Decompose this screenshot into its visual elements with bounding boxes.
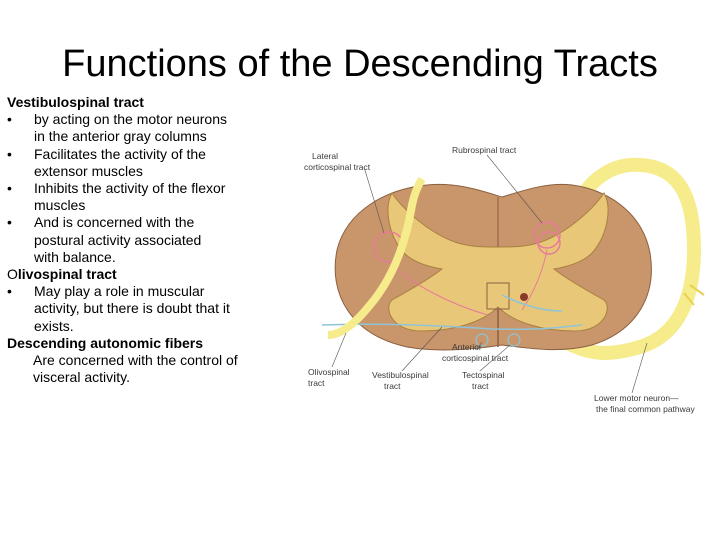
bullet-line: activity, but there is doubt that it xyxy=(34,300,230,317)
label-anterior-line1: Anterior xyxy=(452,342,482,352)
bullet-line: muscles xyxy=(34,197,86,214)
label-lateral-line2: corticospinal tract xyxy=(304,162,371,172)
olivospinal-heading xyxy=(7,266,292,283)
label-vestibulospinal-line1: Vestibulospinal xyxy=(372,370,429,380)
bullet-line: exists. xyxy=(34,317,74,334)
bullet-line: by acting on the motor neurons xyxy=(34,111,228,128)
bullet-line: Facilitates the activity of the xyxy=(34,145,206,162)
label-lower-motor-line2: the final common pathway xyxy=(596,404,695,414)
bullet-dot: • xyxy=(7,180,12,197)
label-olivospinal-line2: tract xyxy=(308,378,325,388)
bullet-line: with balance. xyxy=(34,248,116,265)
bullet-line: extensor muscles xyxy=(34,162,143,179)
label-anterior-line2: corticospinal tract xyxy=(442,353,509,363)
bullet-line: in the anterior gray columns xyxy=(34,128,207,145)
label-vestibulospinal-line2: tract xyxy=(384,381,401,391)
bullet-dot: • xyxy=(7,111,12,128)
spinal-cord-diagram xyxy=(292,135,712,447)
bullet-item xyxy=(7,180,292,214)
bullet-dot: • xyxy=(7,145,12,162)
motor-neuron-cell xyxy=(520,293,528,301)
label-rubrospinal: Rubrospinal tract xyxy=(452,145,517,155)
bullet-line: And is concerned with the xyxy=(34,214,195,231)
spinal-cord-illustration xyxy=(292,135,712,447)
bullet-item xyxy=(7,111,292,145)
autonomic-line: Are concerned with the control of xyxy=(33,352,238,369)
bullet-dot: • xyxy=(7,214,12,231)
label-lower-motor-line1: Lower motor neuron— xyxy=(594,393,679,403)
autonomic-heading: Descending autonomic fibers xyxy=(7,334,204,351)
bullet-item xyxy=(7,146,292,180)
slide-title: Functions of the Descending Tracts xyxy=(62,43,658,85)
label-tectospinal-line2: tract xyxy=(472,381,489,391)
bullet-item xyxy=(7,283,292,335)
bullet-line: May play a role in muscular xyxy=(34,283,205,300)
olivospinal-heading-rest: livospinal tract xyxy=(17,266,117,283)
label-tectospinal-line1: Tectospinal xyxy=(462,370,505,380)
bullet-item xyxy=(7,214,292,266)
body-text xyxy=(7,94,292,386)
olivospinal-heading-initial: O xyxy=(7,266,18,283)
bullet-line: Inhibits the activity of the flexor xyxy=(34,180,226,197)
bullet-line: postural activity associated xyxy=(34,231,202,248)
autonomic-line: visceral activity. xyxy=(33,369,130,386)
label-olivospinal-line1: Olivospinal xyxy=(308,367,350,377)
bullet-dot: • xyxy=(7,283,12,300)
vestibulospinal-heading: Vestibulospinal tract xyxy=(7,94,144,110)
label-lateral-line1: Lateral xyxy=(312,151,338,161)
